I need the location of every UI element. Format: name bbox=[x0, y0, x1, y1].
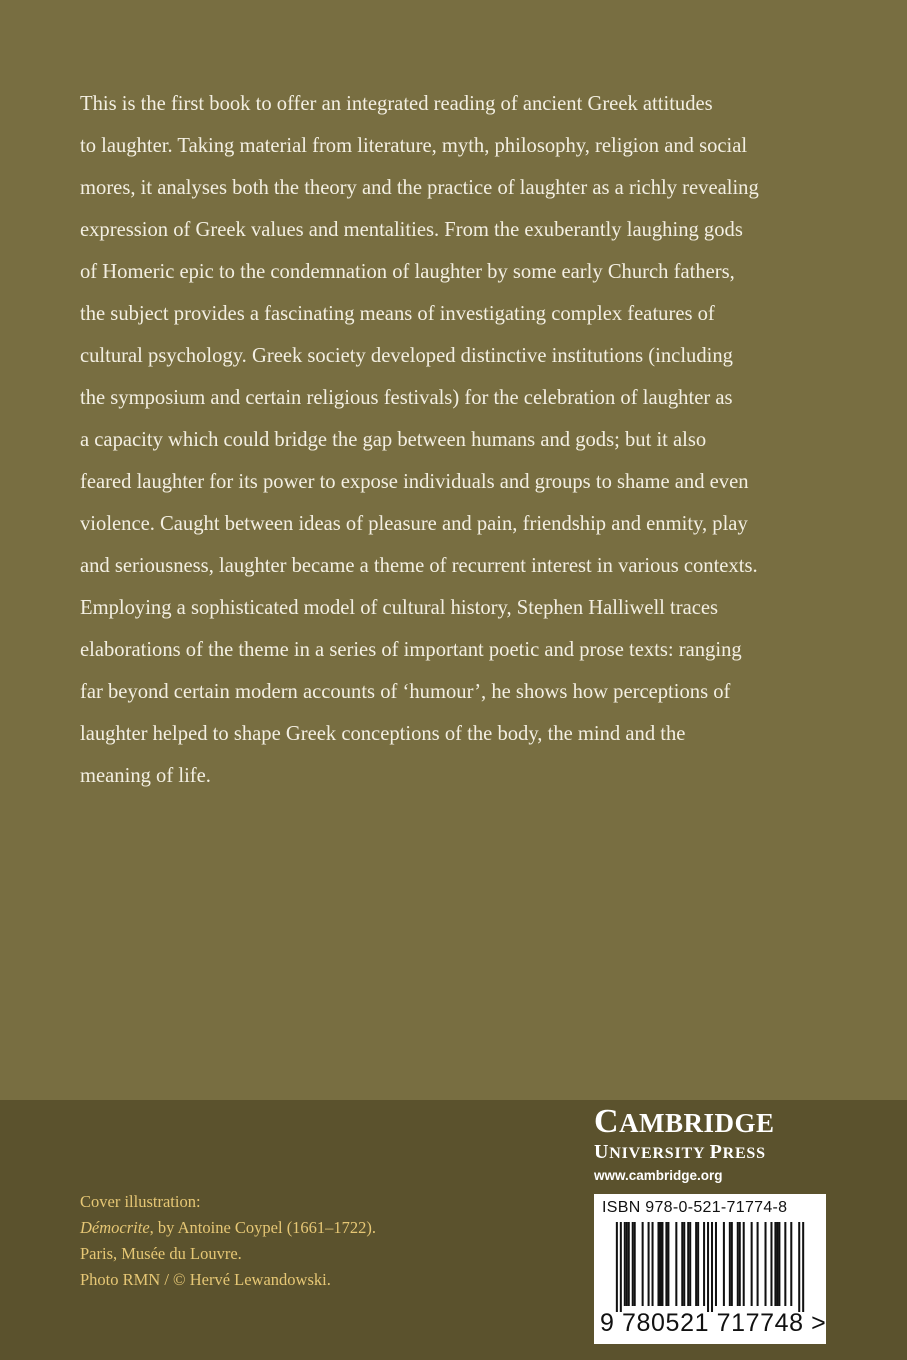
barcode-bar bbox=[626, 1222, 628, 1306]
barcode-bar bbox=[659, 1222, 661, 1306]
barcode-bar bbox=[697, 1222, 699, 1306]
barcode-bar bbox=[743, 1222, 745, 1306]
blurb-line: laughter helped to shape Greek conceptions of the body, the mind and the bbox=[80, 723, 686, 745]
barcode-bar bbox=[648, 1222, 650, 1306]
blurb-line: meaning of life. bbox=[80, 765, 211, 787]
blurb-line: expression of Greek values and mentalities. From the exuberantly laughing gods bbox=[80, 219, 743, 241]
barcode-bar bbox=[652, 1222, 654, 1306]
barcode-bar bbox=[634, 1222, 636, 1306]
barcode-bar bbox=[723, 1222, 725, 1306]
barcode-bar bbox=[731, 1222, 733, 1306]
barcode-bar bbox=[778, 1222, 780, 1306]
blurb-line: mores, it analyses both the theory and the practice of laughter as a richly revealing bbox=[80, 177, 759, 199]
barcode-digits: 9 780521 717748 > bbox=[600, 1309, 827, 1337]
blurb-text bbox=[80, 83, 840, 797]
barcode-bar bbox=[774, 1222, 776, 1306]
barcode-bar bbox=[790, 1222, 792, 1306]
publisher-subname bbox=[594, 1141, 826, 1165]
barcode-bar bbox=[616, 1222, 618, 1312]
barcode-bar bbox=[667, 1222, 669, 1306]
barcode-bar bbox=[757, 1222, 759, 1306]
barcode-bar bbox=[715, 1222, 717, 1306]
blurb-line: the symposium and certain religious festivals) for the celebration of laughter as bbox=[80, 387, 733, 409]
blurb-line: feared laughter for its power to expose individuals and groups to shame and even bbox=[80, 471, 749, 493]
barcode-bar bbox=[665, 1222, 667, 1306]
blurb-line: cultural psychology. Greek society developed distinctive institutions (including bbox=[80, 345, 733, 367]
blurb-line: a capacity which could bridge the gap between humans and gods; but it also bbox=[80, 429, 707, 451]
barcode-bar bbox=[737, 1222, 739, 1306]
barcode-bar bbox=[711, 1222, 713, 1312]
barcode-bar bbox=[751, 1222, 753, 1306]
credit-heading: Cover illustration: bbox=[80, 1192, 201, 1211]
credit-location: Paris, Musée du Louvre. bbox=[80, 1244, 242, 1263]
barcode-bar bbox=[765, 1222, 767, 1306]
wordmark-initial: U bbox=[594, 1141, 610, 1163]
barcode-bar bbox=[620, 1222, 622, 1312]
wordmark-initial: C bbox=[594, 1103, 620, 1140]
blurb-line: far beyond certain modern accounts of ‘humour’, he shows how perceptions of bbox=[80, 681, 731, 703]
blurb-line: elaborations of the theme in a series of important poetic and prose texts: ranging bbox=[80, 639, 742, 661]
barcode-bar bbox=[689, 1222, 691, 1306]
blurb-line: violence. Caught between ideas of pleasure and pain, friendship and enmity, play bbox=[80, 513, 748, 535]
barcode-bar bbox=[661, 1222, 663, 1306]
wordmark-rest: NIVERSITY bbox=[609, 1145, 710, 1162]
barcode-bar bbox=[729, 1222, 731, 1306]
publisher-name bbox=[594, 1104, 826, 1141]
wordmark-rest: RESS bbox=[722, 1145, 766, 1162]
barcode-bar bbox=[687, 1222, 689, 1306]
barcode-bar bbox=[632, 1222, 634, 1306]
blurb-line: the subject provides a fascinating means of investigating complex features of bbox=[80, 303, 715, 325]
barcode-bar bbox=[739, 1222, 741, 1306]
barcode-bar bbox=[770, 1222, 772, 1306]
credit-work-rest: , by Antoine Coypel (1661–1722). bbox=[149, 1218, 377, 1237]
barcode-bar bbox=[707, 1222, 709, 1312]
publisher-logo bbox=[594, 1104, 826, 1187]
cover-credit bbox=[80, 1189, 376, 1293]
isbn-label: ISBN 978-0-521-71774-8 bbox=[602, 1199, 788, 1216]
blurb-line: Employing a sophisticated model of cultural history, Stephen Halliwell traces bbox=[80, 597, 719, 619]
barcode-bar bbox=[798, 1222, 800, 1312]
credit-work bbox=[80, 1215, 376, 1241]
barcode-bar bbox=[695, 1222, 697, 1306]
barcode-bar bbox=[642, 1222, 644, 1306]
barcode-bar bbox=[784, 1222, 786, 1306]
barcode-bar bbox=[802, 1222, 804, 1312]
barcode-bar bbox=[681, 1222, 683, 1306]
blurb-line: This is the first book to offer an integrated reading of ancient Greek attitudes bbox=[80, 93, 713, 115]
barcode-bar bbox=[683, 1222, 685, 1306]
wordmark-rest: AMBRIDGE bbox=[619, 1108, 775, 1138]
barcode-bar bbox=[657, 1222, 659, 1306]
blurb-line: to laughter. Taking material from literature, myth, philosophy, religion and social bbox=[80, 135, 748, 157]
blurb-line: and seriousness, laughter became a theme of recurrent interest in various contexts. bbox=[80, 555, 758, 577]
publisher-url: www.cambridge.org bbox=[594, 1168, 723, 1183]
barcode-bar bbox=[703, 1222, 705, 1306]
credit-photo: Photo RMN / © Hervé Lewandowski. bbox=[80, 1270, 331, 1289]
barcode-bars bbox=[600, 1222, 820, 1312]
barcode-bar bbox=[776, 1222, 778, 1306]
barcode-bar bbox=[675, 1222, 677, 1306]
wordmark-initial: P bbox=[709, 1141, 723, 1163]
isbn-barcode bbox=[594, 1194, 826, 1344]
barcode-bar bbox=[624, 1222, 626, 1306]
credit-work-title: Démocrite bbox=[80, 1218, 150, 1237]
barcode-bar bbox=[628, 1222, 630, 1306]
blurb-line: of Homeric epic to the condemnation of laughter by some early Church fathers, bbox=[80, 261, 735, 283]
